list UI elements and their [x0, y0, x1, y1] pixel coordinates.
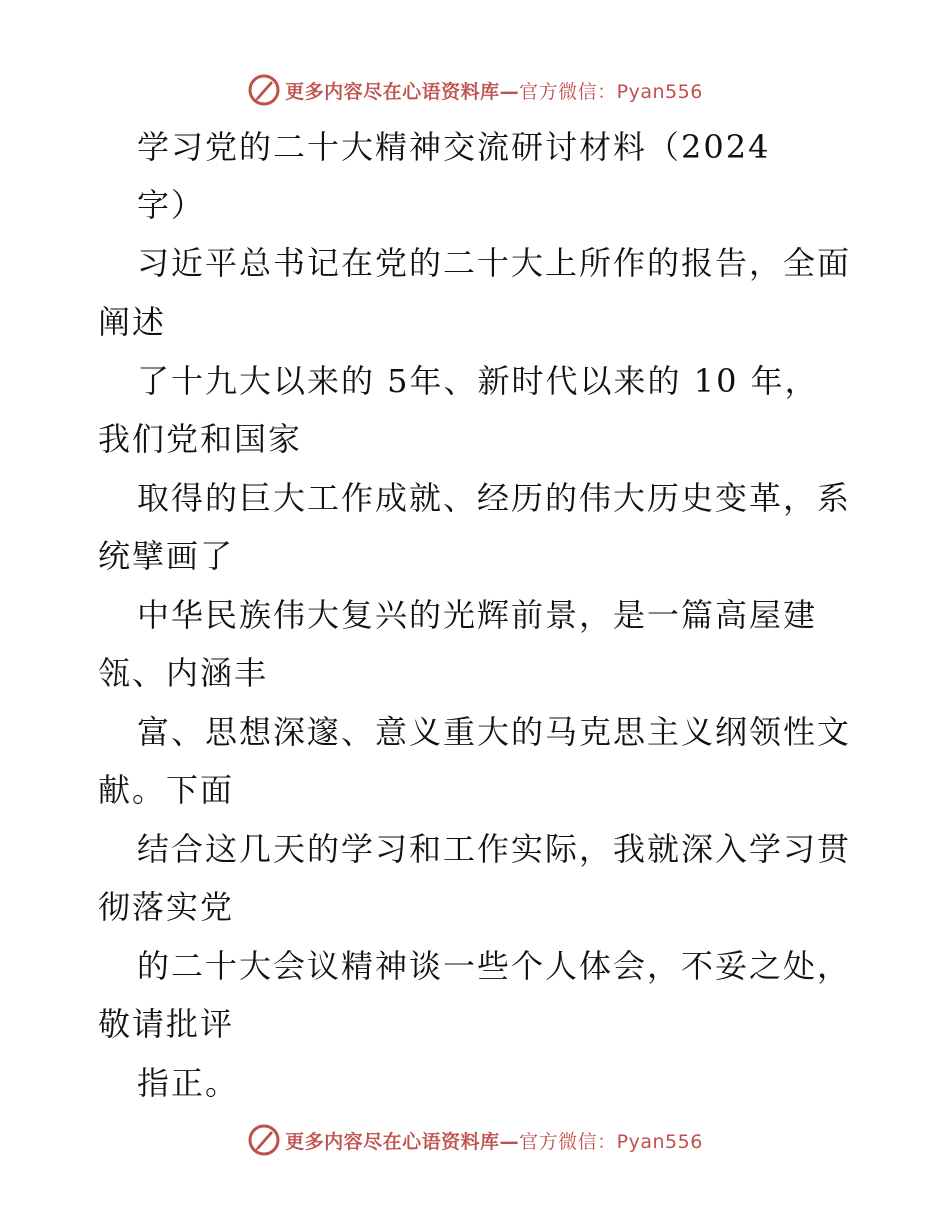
document-title-line-2: 字）: [137, 186, 206, 224]
text-line: 敬请批评: [98, 1005, 235, 1043]
text-line: 献。下面: [98, 771, 235, 809]
banner-wechat: 官方微信：Pyan556: [519, 1130, 703, 1153]
quill-logo-icon: [247, 73, 281, 107]
banner-wechat: 官方微信：Pyan556: [519, 80, 703, 103]
text-line: 彻落实党: [98, 888, 235, 926]
footer-banner: [0, 1120, 950, 1160]
text-line: 习近平总书记在党的二十大上所作的报告，全面: [137, 244, 852, 282]
text-line: 富、思想深邃、意义重大的马克思主义纲领性文: [137, 713, 852, 751]
text-line: 我们党和国家: [98, 420, 303, 458]
text-line: 了十九大以来的 5年、新时代以来的 10 年，: [137, 362, 819, 400]
text-line: 取得的巨大工作成就、经历的伟大历史变革，系: [137, 479, 852, 517]
header-banner: [0, 70, 950, 110]
text-line: 统擘画了: [98, 537, 235, 575]
text-line: 指正。: [137, 1064, 240, 1102]
document-title-line-1: 学习党的二十大精神交流研讨材料（2024: [137, 128, 771, 166]
text-line: 结合这几天的学习和工作实际，我就深入学习贯: [137, 830, 852, 868]
quill-logo-icon: [247, 1123, 281, 1157]
text-line: 瓴、内涵丰: [98, 654, 269, 692]
text-line: 的二十大会议精神谈一些个人体会，不妥之处，: [137, 947, 852, 985]
text-line: 中华民族伟大复兴的光辉前景，是一篇高屋建: [137, 596, 818, 634]
banner-text: 更多内容尽在心语资料库—: [285, 80, 520, 103]
text-line: 阐述: [98, 303, 167, 341]
banner-text: 更多内容尽在心语资料库—: [285, 1130, 520, 1153]
